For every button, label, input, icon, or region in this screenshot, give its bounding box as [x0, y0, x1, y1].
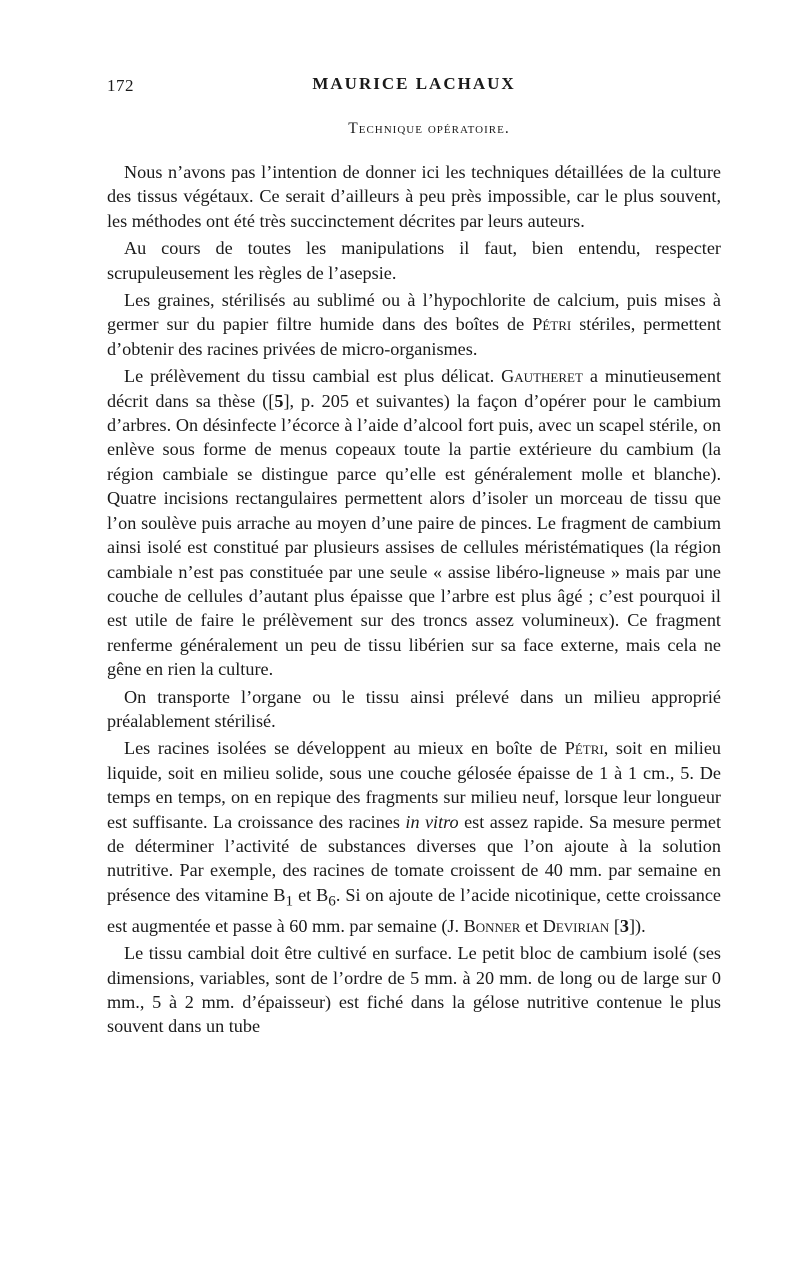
paragraph-6-text-a: Les racines isolées se développent au mieux en boîte de: [124, 738, 558, 759]
author-name-petri-2: Pétri: [564, 738, 604, 759]
running-title: MAURICE LACHAUX: [312, 74, 516, 93]
page-number: 172: [107, 76, 134, 95]
author-name-petri: Pétri: [532, 314, 572, 335]
paragraph-6-text-h: ]).: [629, 915, 646, 936]
paragraph-1: Nous n’avons pas l’intention de donner ici les techniques détaillées de la culture des tissus végétaux. Ce serait d’ailleurs à peu près impossible, car le plus souvent, les méthodes ont été très succinctement décrites par leurs auteurs.: [107, 162, 721, 231]
paragraph-6-text-g: [: [613, 915, 620, 936]
paragraph-4-text-b: a minutieusement décrit dans sa thèse ([: [107, 366, 722, 411]
paragraph-6: [107, 736, 721, 938]
paragraph-6-text-c: est assez rapide. Sa mesure permet de déterminer l’activité de substances diverses que l’on ajoute à la solution nutritive. Par exemple, des racines de tomate croissent de 40 mm. par semaine en présence des vitamine B: [107, 811, 722, 905]
paragraph-4-text-a: Le prélèvement du tissu cambial est plus délicat.: [124, 366, 495, 387]
book-page: [107, 72, 721, 1042]
subscript-1: 1: [285, 892, 294, 910]
paragraph-6-text-e: . Si on ajoute de l’acide nicotinique, cette croissance est augmentée et passe à 60 mm. par semaine (J.: [107, 884, 721, 936]
paragraph-5: On transporte l’organe ou le tissu ainsi prélevé dans un milieu approprié préalablement stérilisé.: [107, 686, 721, 731]
reference-3: 3: [619, 915, 629, 936]
author-name-devirian: Devirian: [542, 915, 610, 936]
paragraph-6-text-b: , soit en milieu liquide, soit en milieu solide, sous une couche gélosée épaisse de 1 à 1 cm., 5. De temps en temps, on en repique des fragments sur milieu neuf, lorsque leur longueur est suffisante. La croissance des racines: [107, 738, 722, 832]
paragraph-7: Le tissu cambial doit être cultivé en surface. Le petit bloc de cambium isolé (ses dimensions, variables, sont de l’ordre de 5 mm. à 20 mm. de long ou de large sur 0 mm., 5 à 2 mm. d’épaisseur) est fiché dans la gélose nutritive contenue le plus souvent dans un tube: [107, 943, 721, 1037]
paragraph-3: [107, 288, 721, 361]
subscript-6: 6: [328, 892, 336, 910]
paragraph-4: [107, 364, 721, 681]
author-name-bonner: Bonner: [463, 915, 521, 936]
paragraph-6-text-f: et: [525, 915, 539, 936]
paragraph-3-text-a: Les graines, stérilisés au sublimé ou à l’hypochlorite de calcium, puis mises à germer sur du papier filtre humide dans des boîtes de: [107, 290, 721, 335]
paragraph-6-text-d: et B: [298, 884, 329, 905]
paragraph-4-text-c: ], p. 205 et suivantes) la façon d’opérer pour le cambium d’arbres. On désinfecte l’écorce à l’aide d’alcool fort puis, avec un scapel stérile, on enlève sous forme de menus copeaux toute la partie extérieure du cambium (la région cambiale se distingue parce qu’elle est généralement molle et blanche). Quatre incisions rectangulaires permettent alors d’isoler un morceau de tissu que l’on soulève puis arrache au moyen d’une paire de pinces. Le fragment de cambium ainsi isolé est constitué par plusieurs assises de cellules méristématiques (la région cambiale n’est pas constituée par une seule « assise libéro-ligneuse » mais par une couche de cellules d’autant plus épaisse que l’arbre est plus âgé ; c’est pourquoi il est utile de faire le prélèvement sur des troncs assez volumineux). Ce fragment renferme généralement un peu de tissu libérien sur sa face externe, mais cela ne gêne en rien la culture.: [107, 390, 721, 680]
author-name-gautheret: Gautheret: [501, 366, 583, 387]
italic-in-vitro: in vitro: [405, 811, 459, 832]
section-title: Technique opératoire.: [348, 120, 510, 137]
paragraph-2: Au cours de toutes les manipulations il faut, bien entendu, respecter scrupuleusement les règles de l’asepsie.: [107, 238, 721, 283]
running-head: [107, 72, 721, 102]
paragraph-3-text-b: stériles, permettent d’obtenir des racines privées de micro-organismes.: [107, 314, 722, 359]
reference-5: 5: [274, 390, 284, 411]
